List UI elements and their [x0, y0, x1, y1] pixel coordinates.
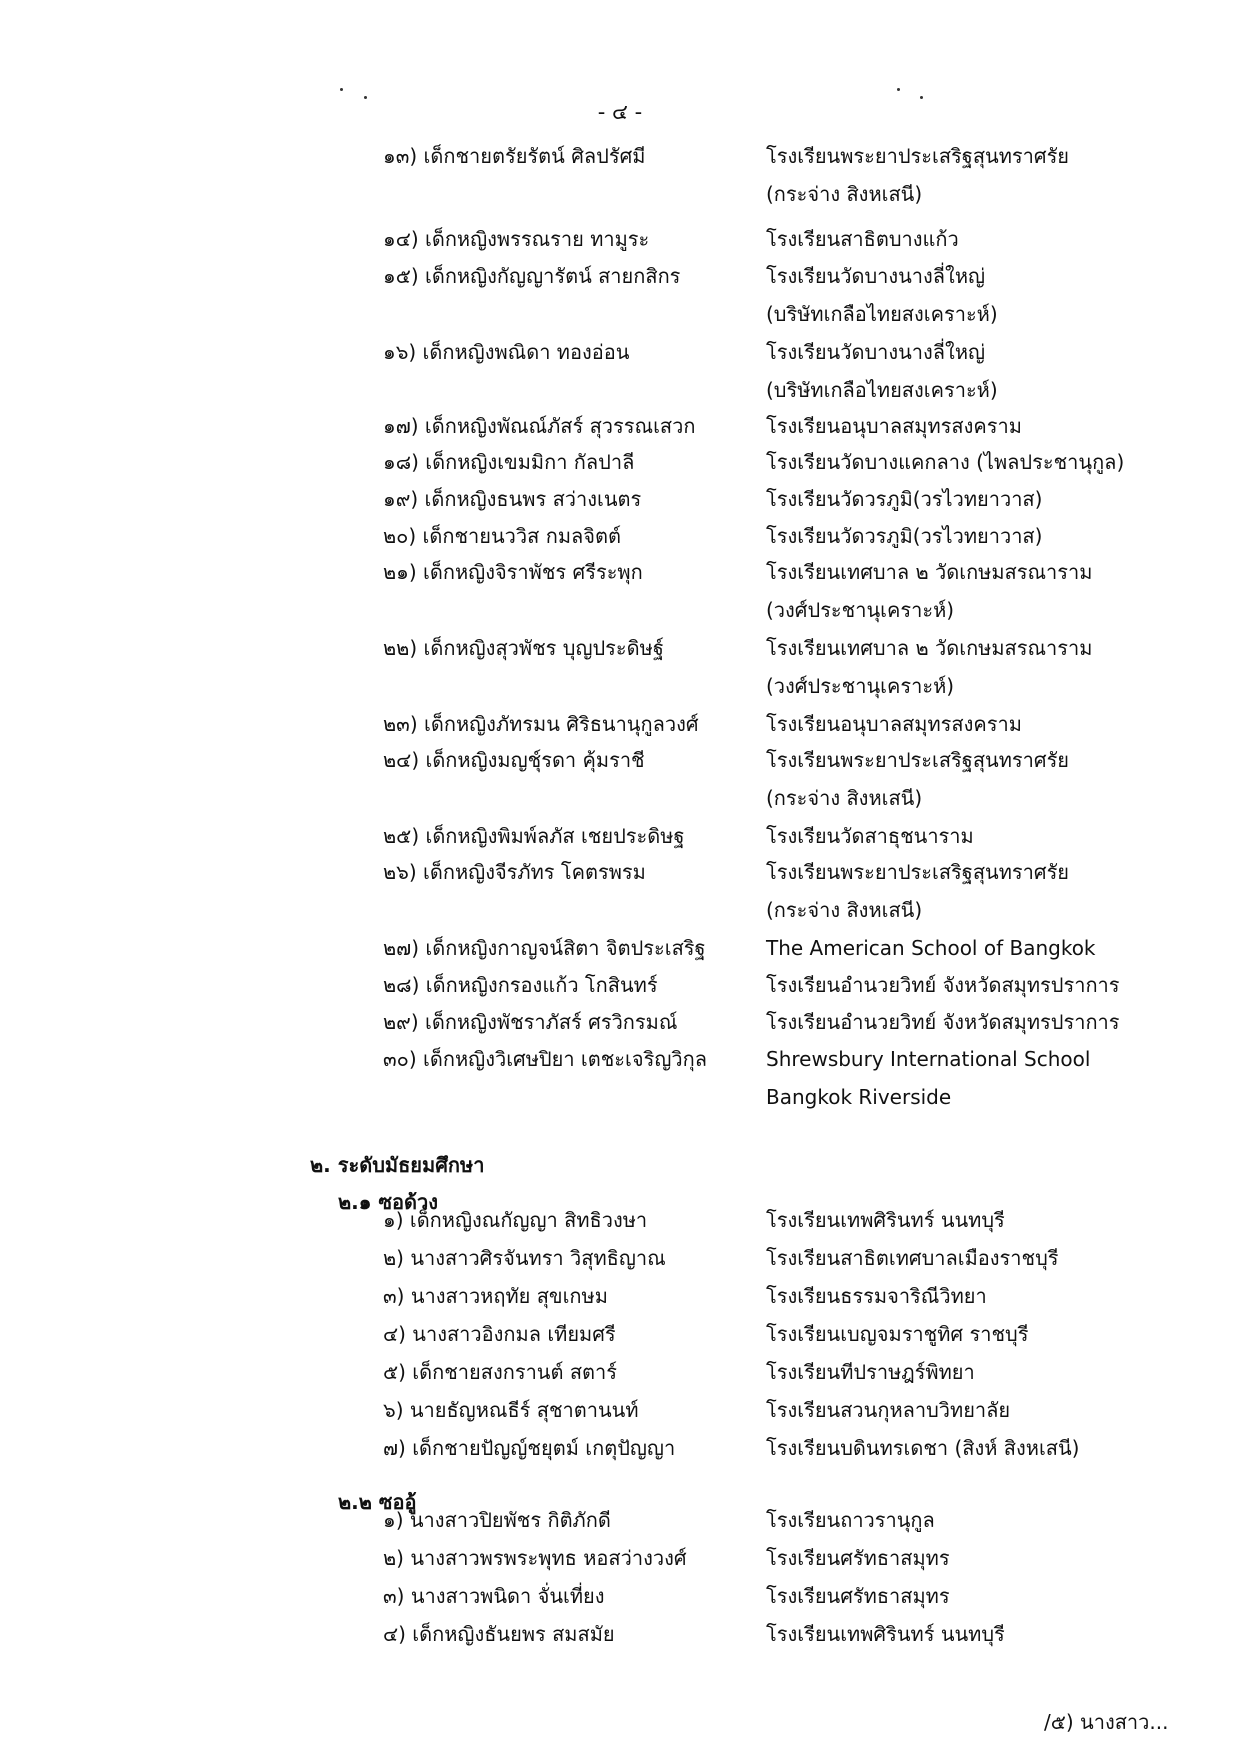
school-name — [766, 137, 1069, 213]
school-line: โรงเรียนพระยาประเสริฐสุนทราศรัย — [766, 860, 1070, 884]
subsection-heading-sor-u: ๒.๒ ซออู้ — [338, 1490, 417, 1514]
school-line: โรงเรียนวัดวรภูมิ(วรไวทยาวาส) — [766, 487, 1043, 511]
school-line: โรงเรียนอนุบาลสมุทรสงคราม — [766, 712, 1022, 736]
school-name — [766, 443, 1124, 481]
student-name: ๒๔) เด็กหญิงมญชุ์รดา คุ้มราชี — [383, 748, 645, 772]
scan-speck — [340, 88, 343, 91]
school-line: โรงเรียนอนุบาลสมุทรสงคราม — [766, 414, 1022, 438]
student-name: ๔) เด็กหญิงธันยพร สมสมัย — [383, 1622, 615, 1646]
student-name: ๑) เด็กหญิงณกัญญา สิทธิวงษา — [383, 1208, 648, 1232]
school-line: โรงเรียนเบญจมราชูทิศ ราชบุรี — [766, 1322, 1029, 1346]
school-name — [766, 517, 1042, 555]
school-line: โรงเรียนถาวรานุกูล — [766, 1508, 935, 1532]
student-name: ๒๓) เด็กหญิงภัทรมน ศิริธนานุกูลวงศ์ — [383, 712, 699, 736]
school-line-continued: (กระจ่าง สิงหเสนี) — [766, 182, 923, 206]
school-name — [766, 480, 1042, 518]
student-name: ๓๐) เด็กหญิงวิเศษปิยา เตชะเจริญวิกุล — [383, 1047, 707, 1071]
school-line: โรงเรียนเทพศิรินทร์ นนทบุรี — [766, 1208, 1005, 1232]
student-name: ๒๘) เด็กหญิงกรองแก้ว โกสินทร์ — [383, 973, 658, 997]
school-line: โรงเรียนเทพศิรินทร์ นนทบุรี — [766, 1622, 1005, 1646]
school-line: โรงเรียนวัดบางนางลี่ใหญ่ — [766, 264, 986, 288]
student-name: ๑๖) เด็กหญิงพณิดา ทองอ่อน — [383, 340, 630, 364]
school-line: โรงเรียนเทศบาล ๒ วัดเกษมสรณาราม — [766, 560, 1093, 584]
school-line: โรงเรียนอำนวยวิทย์ จังหวัดสมุทรปราการ — [766, 1010, 1120, 1034]
school-name — [766, 629, 1092, 705]
school-line: โรงเรียนวัดบางแคกลาง (ไพลประชานุกูล) — [766, 450, 1125, 474]
school-name — [766, 1040, 1090, 1116]
subsection-heading-sor-duang: ๒.๑ ซอด้วง — [338, 1190, 439, 1214]
school-line: โรงเรียนวัดบางนางลี่ใหญ่ — [766, 340, 986, 364]
student-name: ๑) นางสาวปิยพัชร กิติภักดี — [383, 1508, 611, 1532]
student-name: ๑๙) เด็กหญิงธนพร สว่างเนตร — [383, 487, 642, 511]
student-name: ๒๒) เด็กหญิงสุวพัชร บุญประดิษฐ์ — [383, 636, 664, 660]
school-name — [766, 817, 974, 855]
student-name: ๓) นางสาวพนิดา จั่นเที่ยง — [383, 1584, 605, 1608]
school-name — [766, 333, 998, 409]
school-line-continued: (วงศ์ประชานุเคราะห์) — [766, 674, 955, 698]
page-number: - ๔ - — [597, 100, 643, 124]
school-line-continued: (บริษัทเกลือไทยสงเคราะห์) — [766, 302, 998, 326]
school-line: Shrewsbury International School — [766, 1047, 1091, 1071]
student-name: ๑๔) เด็กหญิงพรรณราย ทามูระ — [383, 227, 650, 251]
school-line: โรงเรียนเทศบาล ๒ วัดเกษมสรณาราม — [766, 636, 1093, 660]
school-line-continued: (วงศ์ประชานุเคราะห์) — [766, 598, 955, 622]
school-name — [766, 1391, 1010, 1429]
school-name — [766, 220, 959, 258]
student-name: ๑๓) เด็กชายตรัยรัตน์ ศิลปรัศมี — [383, 144, 646, 168]
school-name — [766, 1201, 1005, 1239]
school-line: โรงเรียนธรรมจาริณีวิทยา — [766, 1284, 987, 1308]
school-line: โรงเรียนบดินทรเดชา (สิงห์ สิงหเสนี) — [766, 1436, 1080, 1460]
school-line-continued: (กระจ่าง สิงหเสนี) — [766, 786, 923, 810]
school-name — [766, 1539, 950, 1577]
school-line: โรงเรียนอำนวยวิทย์ จังหวัดสมุทรปราการ — [766, 973, 1120, 997]
school-name — [766, 1277, 987, 1315]
school-name — [766, 1501, 935, 1539]
school-name — [766, 1577, 950, 1615]
school-line-continued: (กระจ่าง สิงหเสนี) — [766, 898, 923, 922]
school-name — [766, 1003, 1120, 1041]
school-line: โรงเรียนสวนกุหลาบวิทยาลัย — [766, 1398, 1011, 1422]
section-heading: ๒. ระดับมัธยมศึกษา — [310, 1153, 485, 1177]
scan-speck — [897, 88, 900, 91]
school-name — [766, 741, 1069, 817]
student-name: ๒) นางสาวศิรจันทรา วิสุทธิญาณ — [383, 1246, 666, 1270]
student-name: ๒๐) เด็กชายนววิส กมลจิตต์ — [383, 524, 621, 548]
school-name — [766, 553, 1092, 629]
school-name — [766, 1239, 1059, 1277]
student-name: ๒๙) เด็กหญิงพัชราภัสร์ ศรวิกรมณ์ — [383, 1010, 678, 1034]
school-line: โรงเรียนสาธิตเทศบาลเมืองราชบุรี — [766, 1246, 1059, 1270]
school-line-continued: Bangkok Riverside — [766, 1085, 952, 1109]
school-line: The American School of Bangkok — [766, 936, 1096, 960]
school-name — [766, 1315, 1028, 1353]
school-name — [766, 407, 1022, 445]
student-name: ๕) เด็กชายสงกรานต์ สตาร์ — [383, 1360, 617, 1384]
student-name: ๑๗) เด็กหญิงพัณณ์ภัสร์ สุวรรณเสวก — [383, 414, 696, 438]
school-line: โรงเรียนศรัทธาสมุทร — [766, 1546, 950, 1570]
school-name — [766, 1615, 1005, 1653]
student-name: ๒๑) เด็กหญิงจิราพัชร ศรีระพุก — [383, 560, 643, 584]
school-line-continued: (บริษัทเกลือไทยสงเคราะห์) — [766, 378, 998, 402]
student-name: ๖) นายธัญหณธีร์ สุชาตานนท์ — [383, 1398, 639, 1422]
school-line: โรงเรียนวัดวรภูมิ(วรไวทยาวาส) — [766, 524, 1043, 548]
school-line: โรงเรียนสาธิตบางแก้ว — [766, 227, 959, 251]
student-name: ๗) เด็กชายปัญญ์ชยุตม์ เกตุปัญญา — [383, 1436, 676, 1460]
student-name: ๑๘) เด็กหญิงเขมมิกา กัลปาลี — [383, 450, 635, 474]
school-name — [766, 929, 1096, 967]
student-name: ๒๗) เด็กหญิงกาญจน์สิตา จิตประเสริฐ — [383, 936, 706, 960]
student-name: ๒๖) เด็กหญิงจีรภัทร โคตรพรม — [383, 860, 646, 884]
school-name — [766, 966, 1120, 1004]
school-name — [766, 257, 998, 333]
student-name: ๑๕) เด็กหญิงกัญญารัตน์ สายกสิกร — [383, 264, 681, 288]
school-name — [766, 853, 1069, 929]
school-name — [766, 1429, 1079, 1467]
school-line: โรงเรียนทีปราษฎร์พิทยา — [766, 1360, 975, 1384]
school-name — [766, 705, 1022, 743]
school-line: โรงเรียนพระยาประเสริฐสุนทราศรัย — [766, 144, 1070, 168]
student-name: ๒๕) เด็กหญิงพิมพ์ลภัส เชยประดิษฐ — [383, 824, 685, 848]
continued-text: /๕) นางสาว... — [1044, 1710, 1169, 1734]
student-name: ๓) นางสาวหฤทัย สุขเกษม — [383, 1284, 608, 1308]
school-line: โรงเรียนศรัทธาสมุทร — [766, 1584, 950, 1608]
school-line: โรงเรียนพระยาประเสริฐสุนทราศรัย — [766, 748, 1070, 772]
school-name — [766, 1353, 975, 1391]
school-line: โรงเรียนวัดสาธุชนาราม — [766, 824, 974, 848]
student-name: ๔) นางสาวอิงกมล เทียมศรี — [383, 1322, 616, 1346]
student-name: ๒) นางสาวพรพระพุทธ หอสว่างวงศ์ — [383, 1546, 687, 1570]
